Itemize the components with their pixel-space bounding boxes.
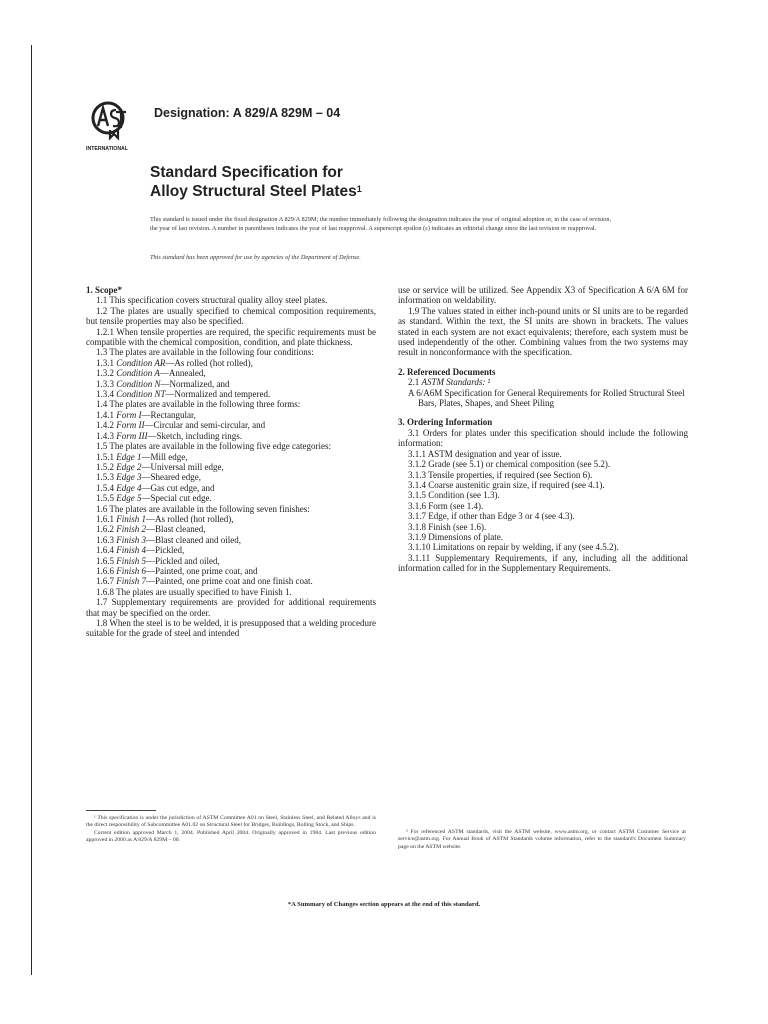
paragraph-number: 1.4.3 [96,430,114,441]
paragraph-number: 1.6.2 [96,524,114,535]
paragraph-number: 1.4.1 [96,409,114,420]
paragraph [86,472,376,482]
footnote-1: ¹ This specification is under the jurisdiction of ASTM Committee A01 on Steel, Stainless Steel, and Related Alloys and is the direct responsibility of Subcommittee A01.02 on Structural Steel for Bridges, Buildings, Rolling Stock, and Ships. [86,815,376,829]
paragraph-text: —Circular and semi-circular, and [144,420,266,431]
paragraph-text: 1.9 The values stated in either inch-pound units or SI units are to be regarded as standard. Within the text, the SI units are shown in brackets. The values stated in each system are not exact equivalents; therefore, each system must be used independently of the other. Combining values from the two systems may result in nonconformance with the specification. [398,305,688,358]
paragraph-term: ASTM Standards: [421,377,486,388]
paragraph [398,449,688,459]
page-title [150,163,570,201]
paragraph [398,532,688,542]
paragraph-term: Finish 6 [116,565,147,576]
paragraph [86,441,376,451]
paragraph-text: —Annealed, [159,368,206,379]
designation: Designation: A 829/A 829M – 04 [154,106,341,120]
paragraph-text: 3.1.1 ASTM designation and year of issue. [408,448,562,459]
paragraph-text: 3.1.2 Grade (see 5.1) or chemical composition (see 5.2). [408,459,611,470]
paragraph-number: 1.3.4 [96,389,114,400]
paragraph [86,524,376,534]
paragraph-number: 1.6.5 [96,555,114,566]
paragraph [398,470,688,480]
paragraph-text: 3. Ordering Information [398,417,493,428]
paragraph-text: 3.1.4 Coarse austenitic grain size, if required (see 4.1). [408,479,605,490]
paragraph-number: 1.5.4 [96,482,114,493]
footnote-1-edition: Current edition approved March 1, 2004. Published April 2004. Originally approved in 1984. Last previous edition approved in 2000 as A 829/A 829M – 00. [86,829,376,844]
paragraph [86,587,376,597]
paragraph-text: use or service will be utilized. See Appendix X3 of Specification A 6/A 6M for information on weldability. [398,285,688,306]
paragraph [86,358,376,368]
paragraph-text: 1.4 The plates are available in the following three forms: [96,399,301,410]
paragraph-text: 2. Referenced Documents [398,366,496,377]
paragraph-text: 3.1.3 Tensile properties, if required (see Section 6). [408,469,593,480]
paragraph-term: Condition N [116,378,161,389]
paragraph-term: Condition AR [116,357,166,368]
paragraph-number: 1.5.1 [96,451,114,462]
section-heading [398,367,688,377]
paragraph [398,522,688,532]
paragraph-text: 1. Scope* [86,285,122,295]
paragraph-number: 1.6.4 [96,545,114,556]
paragraph-text: —Painted, one prime coat and one finish coat. [146,576,313,587]
paragraph [86,597,376,618]
paragraph-text: —Sheared edge, [141,472,201,483]
paragraph-term: Finish 2 [116,524,147,535]
paragraph-number: 1.3.3 [96,378,114,389]
summary-note: *A Summary of Changes section appears at the end of this standard. [287,901,481,908]
paragraph-term: Finish 3 [116,534,147,545]
title-footnote-mark: 1 [356,184,362,194]
right-column [398,285,688,574]
footnote-rule-left [86,810,156,811]
paragraph-text: 3.1.11 Supplementary Requirements, if any, including all the additional information called for in the Supplementary Requirements. [398,552,688,574]
paragraph [398,553,688,574]
footnote-2-text: ² For referenced ASTM standards, visit the ASTM website, www.astm.org, or contact ASTM Customer Service at service@astm.org. For Annual Book of ASTM Standards volume information, refer to the standard's Document Summary page on the ASTM website. [398,829,686,850]
paragraph [86,431,376,441]
title-line-1: Standard Specification for [150,164,343,181]
section-heading [398,417,688,427]
paragraph-term: Edge 3 [116,472,142,483]
astm-logo-icon [86,96,146,156]
paragraph [86,389,376,399]
title-line-2: Alloy Structural Steel Plates$^1$ [150,183,362,200]
paragraph-number: 1.6.6 [96,565,114,576]
paragraph-number: 1.3.1 [96,357,114,368]
paragraph [86,545,376,555]
paragraph-text: 3.1.8 Finish (see 1.6). [408,521,487,532]
paragraph-term: Form III [116,430,148,441]
paragraph-text: 3.1 Orders for plates under this specification should include the following information: [398,427,688,449]
paragraph [86,306,376,327]
paragraph-text: —Universal mill edge, [141,461,224,472]
paragraph-text: 1.6.8 The plates are usually specified to have Finish 1. [96,586,292,597]
paragraph [86,420,376,430]
paragraph [86,493,376,503]
paragraph [398,480,688,490]
paragraph [398,285,688,306]
logo-text: INTERNATIONAL [86,146,128,152]
paragraph-number: 1.6.3 [96,534,114,545]
paragraph-text: 1.5 The plates are available in the following five edge categories: [96,441,331,452]
paragraph [398,511,688,521]
paragraph-text: —Painted, one prime coat, and [146,565,258,576]
paragraph-text: 1.3 The plates are available in the following four conditions: [96,347,314,358]
paragraph-text: 3.1.5 Condition (see 1.3). [408,490,500,501]
paragraph-text: 1.8 When the steel is to be welded, it is presupposed that a welding procedure suitable for the grade of steel and intended [86,618,376,639]
paragraph-text: —Pickled, [146,545,185,556]
paragraph [398,542,688,552]
paragraph [86,368,376,378]
paragraph-text: —Normalized, and [160,378,230,389]
document-header [86,96,686,156]
paragraph-number: 1.6.7 [96,576,114,587]
paragraph [86,483,376,493]
paragraph-term: Edge 2 [116,461,142,472]
paragraph-text: 3.1.9 Dimensions of plate. [408,531,503,542]
paragraph-text: 3.1.10 Limitations on repair by welding, if any (see 4.5.2). [408,542,619,553]
paragraph-number: 1.3.2 [96,368,114,379]
paragraph-term: Edge 1 [116,451,142,462]
margin-rule [31,45,32,975]
paragraph [86,295,376,305]
paragraph-text: 1.1 This specification covers structural quality alloy steel plates. [96,295,328,306]
paragraph [86,556,376,566]
paragraph-text: —Blast cleaned and oiled, [146,534,241,545]
paragraph-text: —Normalized and tempered. [165,389,271,400]
paragraph [86,576,376,586]
paragraph-number: 1.4.2 [96,420,114,431]
paragraph-number: 1.5.5 [96,493,114,504]
paragraph [86,504,376,514]
paragraph-text: A 6/A6M Specification for General Requirements for Rolled Structural Steel Bars, Plates, Shapes, and Sheet Piling [408,387,685,409]
paragraph-number: 2.1 [408,377,420,388]
paragraph-text: 1.6 The plates are available in the following seven finishes: [96,503,310,514]
paragraph-text: 1.2 The plates are usually specified to chemical composition requirements, but tensile properties may also be specified. [86,305,376,327]
paragraph-text: —Mill edge, [141,451,188,462]
paragraph [86,618,376,639]
paragraph-text: —Gas cut edge, and [141,482,215,493]
paragraph-number: 1.5.2 [96,461,114,472]
left-column [86,285,376,639]
paragraph-text: 3.1.6 Form (see 1.4). [408,500,484,511]
paragraph [86,410,376,420]
paragraph-term: Edge 5 [116,493,142,504]
paragraph-term: Finish 1 [116,513,147,524]
paragraph-term: Condition NT [116,389,166,400]
approval-note: This standard has been approved for use by agencies of the Department of Defense. [150,254,361,261]
paragraph-term: Finish 7 [116,576,147,587]
paragraph [86,462,376,472]
section-heading [86,285,376,295]
paragraph-text: —Special cut edge. [141,493,212,504]
section-gap [398,358,688,367]
paragraph [398,428,688,449]
paragraph-text: —As rolled (hot rolled), [165,357,253,368]
paragraph [86,327,376,348]
paragraph-term: Form II [116,420,145,431]
section-gap [398,408,688,417]
paragraph [86,535,376,545]
preamble: This standard is issued under the fixed designation A 829/A 829M; the number immediately following the designation indicates the year of original adoption or, in the case of revision, the year of last revision. A number in parentheses indicates the year of last reapproval. A superscript epsilon (ε) indicates an editorial change since the last revision or reapproval. [150,216,612,232]
paragraph-term: Form I [116,409,142,420]
paragraph [86,452,376,462]
paragraph-number: 1.5.3 [96,472,114,483]
paragraph-text: ² [485,377,491,388]
paragraph [408,388,688,409]
paragraph [398,306,688,358]
paragraph-number: 1.6.1 [96,513,114,524]
paragraph-text: 3.1.7 Edge, if other than Edge 3 or 4 (see 4.3). [408,511,575,522]
footnotes-left [86,815,376,845]
paragraph [398,459,688,469]
paragraph-text: 1.2.1 When tensile properties are required, the specific requirements must be compatible with the chemical composition, condition, and plate thickness. [86,326,376,348]
paragraph [86,347,376,357]
paragraph-text: —Rectangular, [141,409,196,420]
paragraph [398,501,688,511]
paragraph [398,377,688,387]
paragraph [86,566,376,576]
paragraph-text: —As rolled (hot rolled), [146,513,234,524]
footnote-2 [398,829,686,851]
paragraph-text: —Pickled and oiled, [146,555,220,566]
paragraph-term: Condition A [116,368,160,379]
paragraph-term: Finish 4 [116,545,147,556]
paragraph [86,514,376,524]
paragraph-term: Finish 5 [116,555,147,566]
paragraph-text: —Sketch, including rings. [147,430,242,441]
paragraph-text: 1.7 Supplementary requirements are provided for additional requirements that may be specified on the order. [86,597,376,618]
paragraph [86,379,376,389]
paragraph [86,399,376,409]
paragraph [398,490,688,500]
paragraph-text: —Blast cleaned, [146,524,206,535]
paragraph-term: Edge 4 [116,482,142,493]
